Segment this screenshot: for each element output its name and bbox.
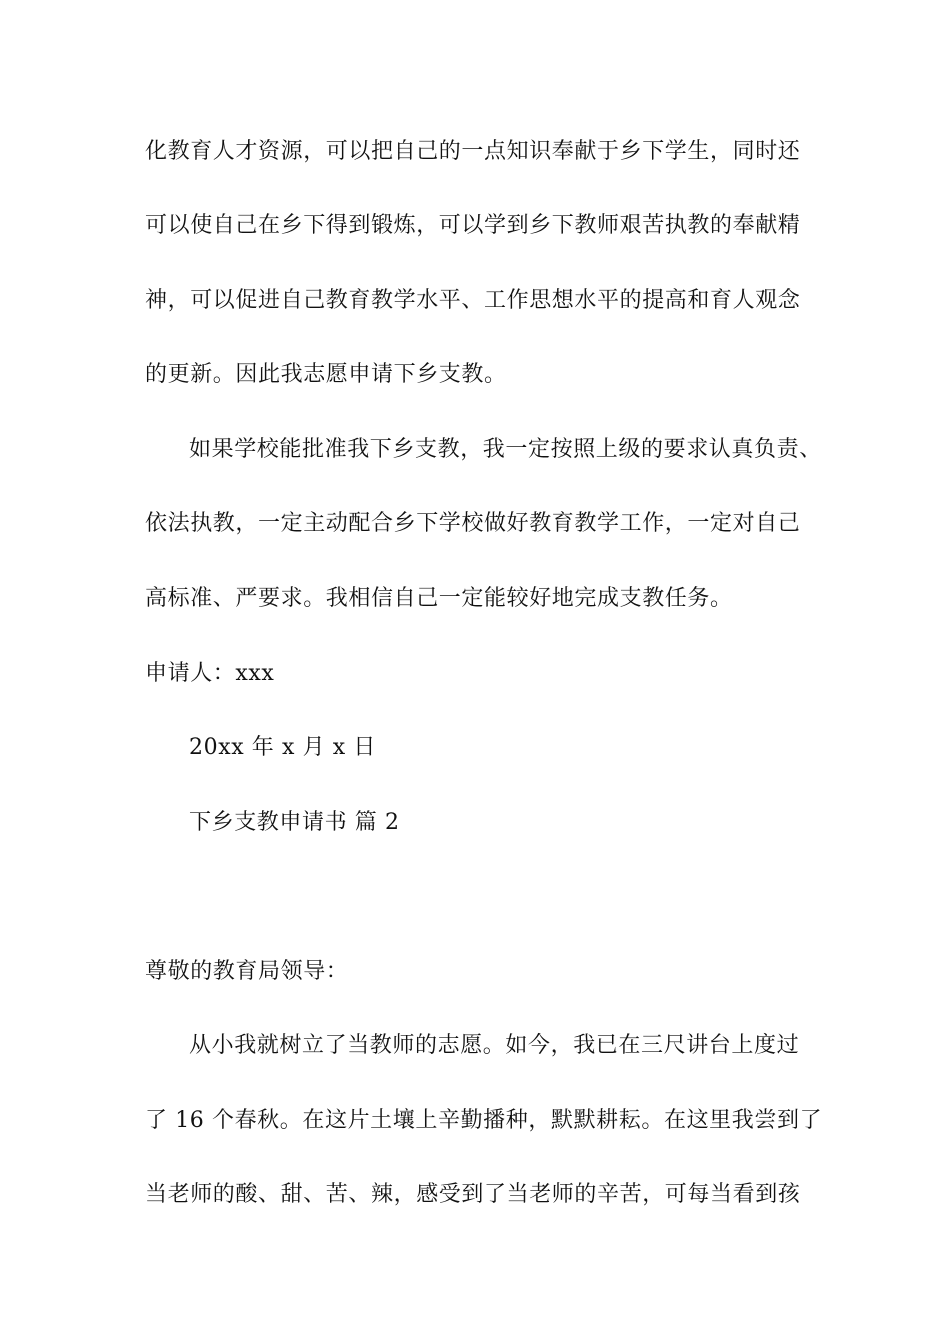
paragraph-line: 高标准、严要求。我相信自己一定能较好地完成支教任务。 xyxy=(145,586,733,611)
paragraph-line: 依法执教，一定主动配合乡下学校做好教育教学工作，一定对自己 xyxy=(145,511,801,536)
paragraph-line: 化教育人才资源，可以把自己的一点知识奉献于乡下学生，同时还 xyxy=(145,139,801,164)
paragraph-line: 的更新。因此我志愿申请下乡支教。 xyxy=(145,362,507,387)
paragraph-line: 可以使自己在乡下得到锻炼，可以学到乡下教师艰苦执教的奉献精 xyxy=(145,213,801,238)
paragraph-line: 当老师的酸、甜、苦、辣，感受到了当老师的辛苦，可每当看到孩 xyxy=(145,1182,801,1207)
salutation-line: 尊敬的教育局领导： xyxy=(145,959,349,984)
paragraph-line: 如果学校能批准我下乡支教，我一定按照上级的要求认真负责、 xyxy=(189,437,822,462)
paragraph-line: 从小我就树立了当教师的志愿。如今，我已在三尺讲台上度过 xyxy=(189,1033,800,1058)
paragraph-line: 神，可以促进自己教育教学水平、工作思想水平的提高和育人观念 xyxy=(145,288,801,313)
applicant-line: 申请人：xxx xyxy=(145,661,275,686)
paragraph-line: 了 16 个春秋。在这片土壤上辛勤播种，默默耕耘。在这里我尝到了 xyxy=(145,1108,823,1133)
date-line: 20xx 年 x 月 x 日 xyxy=(189,735,376,760)
section-heading: 下乡支教申请书 篇 2 xyxy=(189,810,400,835)
